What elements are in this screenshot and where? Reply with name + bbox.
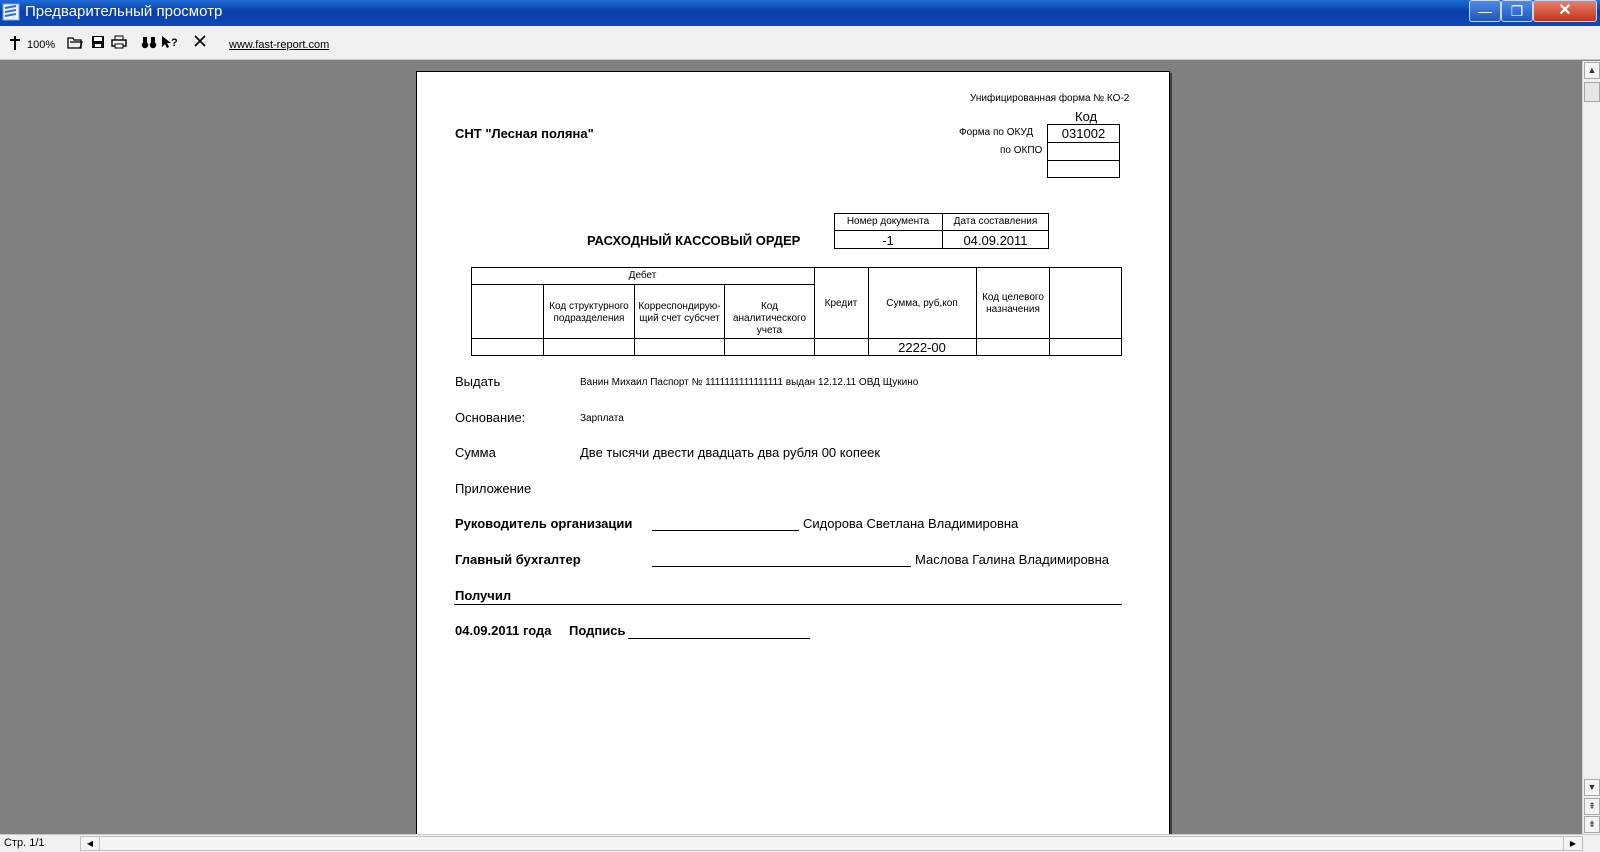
head-signature-line [652, 530, 799, 531]
table-col-line [814, 267, 815, 356]
unified-form-label: Унифицированная форма № КО-2 [970, 93, 1130, 104]
sign-label: Подпись [569, 623, 626, 638]
fastreport-app-icon [2, 3, 20, 21]
zoom-level[interactable]: 100% [27, 39, 56, 51]
col-corr-header: Корреспондирую-щий счет субсчет [638, 301, 721, 324]
okpo-label: по ОКПО [1000, 145, 1043, 156]
table-divider [471, 284, 814, 285]
received-label: Получил [455, 588, 512, 603]
scroll-right-button[interactable]: ▶ [1563, 837, 1582, 850]
basis-value: Зарплата [580, 413, 624, 424]
date-line: 04.09.2011 года [455, 623, 552, 638]
title-bar [0, 0, 1600, 26]
basis-label: Основание: [455, 410, 526, 425]
status-bar [0, 834, 1600, 852]
head-label: Руководитель организации [455, 516, 633, 531]
issue-value: Ванин Михаил Паспорт № 1111111111111111 выдан 12.12.11 ОВД Щукино [580, 377, 919, 388]
chief-accountant-name: Маслова Галина Владимировна [915, 552, 1109, 567]
issue-label: Выдать [455, 374, 501, 389]
attachment-label: Приложение [455, 481, 532, 496]
table-divider [471, 338, 1122, 339]
doc-number-label: Номер документа [846, 216, 930, 227]
table-col-line [543, 284, 544, 356]
close-preview-icon[interactable] [194, 35, 206, 47]
close-window-button[interactable]: ✕ [1533, 0, 1597, 22]
preview-area [0, 61, 1582, 834]
document-title: РАСХОДНЫЙ КАССОВЫЙ ОРДЕР [587, 233, 801, 248]
sum-value-cell: 2222-00 [898, 340, 946, 355]
okud-value: 031002 [1061, 126, 1106, 141]
sign-line [628, 638, 810, 639]
scroll-thumb[interactable] [1584, 82, 1600, 102]
chief-accountant-signature-line [652, 566, 911, 567]
sum-label: Сумма [455, 445, 496, 460]
open-folder-icon[interactable] [67, 35, 83, 49]
table-col-line [634, 284, 635, 356]
sum-words: Две тысячи двести двадцать два рубля 00 копеек [580, 445, 881, 460]
table-col-line [976, 267, 977, 356]
scroll-down-button[interactable]: ▼ [1584, 779, 1600, 796]
col-credit-header: Кредит [824, 298, 858, 309]
okud-label: Форма по ОКУД [959, 127, 1034, 138]
head-name: Сидорова Светлана Владимировна [803, 516, 1019, 531]
maximize-button[interactable]: ❐ [1501, 0, 1533, 22]
page-down-button[interactable]: ⇟ [1584, 816, 1600, 833]
horizontal-scrollbar[interactable] [80, 836, 1583, 851]
received-line [454, 604, 1122, 605]
code-header: Код [1075, 109, 1098, 124]
col-struct-header: Код структурного подразделения [549, 301, 629, 324]
find-binoculars-icon[interactable] [141, 35, 157, 49]
codes-divider [1047, 160, 1120, 161]
doc-date-label: Дата составления [953, 216, 1038, 227]
col-purpose-header: Код целевого назначения [982, 292, 1044, 315]
fast-report-link[interactable]: www.fast-report.com [229, 39, 330, 51]
page-up-button[interactable]: ⇞ [1584, 798, 1600, 815]
svg-text:?: ? [171, 37, 178, 49]
chief-accountant-label: Главный бухгалтер [455, 552, 581, 567]
doc-number-value: -1 [882, 233, 894, 248]
organization-name: СНТ "Лесная поляна" [455, 126, 594, 141]
codes-divider [1047, 142, 1120, 143]
print-icon[interactable] [111, 35, 127, 49]
zoom-icon[interactable] [8, 35, 22, 51]
debit-header: Дебет [628, 270, 657, 281]
doc-date-value: 04.09.2011 [963, 233, 1028, 248]
col-analytic-header: Код аналитического учета [732, 301, 807, 336]
toolbar [0, 26, 1600, 60]
report-page [416, 71, 1170, 834]
minimize-button[interactable]: — [1469, 0, 1501, 22]
save-icon[interactable] [91, 35, 105, 49]
page-indicator: Стр. 1/1 [4, 837, 45, 849]
vertical-scrollbar[interactable] [1582, 61, 1600, 834]
scroll-left-button[interactable]: ◀ [81, 837, 100, 850]
col-sum-header: Сумма, руб,коп [886, 298, 958, 309]
window-title: Предварительный просмотр [25, 3, 223, 20]
scroll-up-button[interactable]: ▲ [1584, 62, 1600, 79]
table-col-line [1049, 267, 1050, 356]
help-cursor-icon[interactable] [161, 35, 179, 49]
